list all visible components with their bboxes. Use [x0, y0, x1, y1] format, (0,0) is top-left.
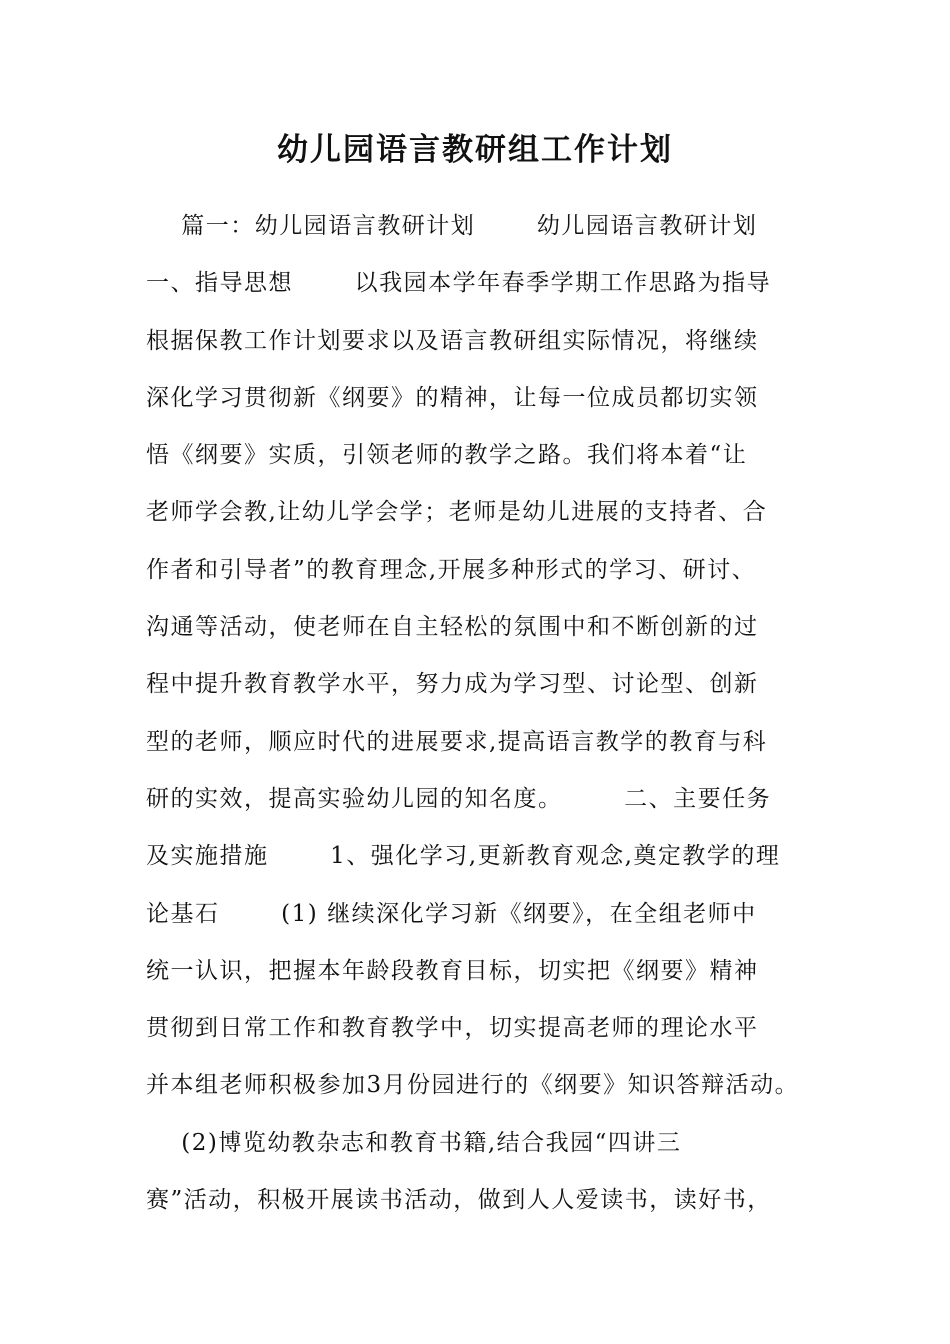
document-body — [146, 198, 816, 1229]
body-line: 一、指导思想 以我园本学年春季学期工作思路为指导 — [146, 270, 772, 297]
body-line: 老师学会教,让幼儿学会学；老师是幼儿进展的支持者、合 — [146, 499, 768, 526]
body-line: 贯彻到日常工作和教育教学中，切实提高老师的理论水平 — [146, 1015, 759, 1042]
body-line: 沟通等活动，使老师在自主轻松的氛围中和不断创新的过 — [146, 614, 759, 641]
body-line: 赛”活动，积极开展读书活动，做到人人爱读书，读好书， — [146, 1187, 772, 1214]
body-line: 程中提升教育教学水平，努力成为学习型、讨论型、创新 — [146, 671, 759, 698]
body-line: 根据保教工作计划要求以及语言教研组实际情况，将继续 — [146, 327, 759, 354]
body-line: 论基石 (1) 继续深化学习新《纲要》，在全组老师中 — [146, 900, 757, 927]
body-line: (2)博览幼教杂志和教育书籍,结合我园“四讲三 — [146, 1129, 682, 1156]
body-line: 深化学习贯彻新《纲要》的精神，让每一位成员都切实领 — [146, 384, 759, 411]
body-line: 研的实效，提高实验幼儿园的知名度。 二、主要任务 — [146, 785, 772, 812]
body-line: 型的老师，顺应时代的进展要求,提高语言教学的教育与科 — [146, 728, 768, 755]
document-title: 幼儿园语言教研组工作计划 — [277, 132, 673, 168]
body-line: 及实施措施 1、强化学习,更新教育观念,奠定教学的理 — [146, 843, 781, 870]
body-line: 悟《纲要》实质，引领老师的教学之路。我们将本着“让 — [146, 442, 748, 469]
body-line: 篇一：幼儿园语言教研计划 幼儿园语言教研计划 — [146, 213, 758, 239]
body-line: 并本组老师积极参加3月份园进行的《纲要》知识答辩活动。 — [146, 1072, 800, 1099]
body-line: 作者和引导者”的教育理念,开展多种形式的学习、研讨、 — [146, 556, 757, 583]
body-line: 统一认识，把握本年龄段教育目标，切实把《纲要》精神 — [146, 957, 759, 984]
